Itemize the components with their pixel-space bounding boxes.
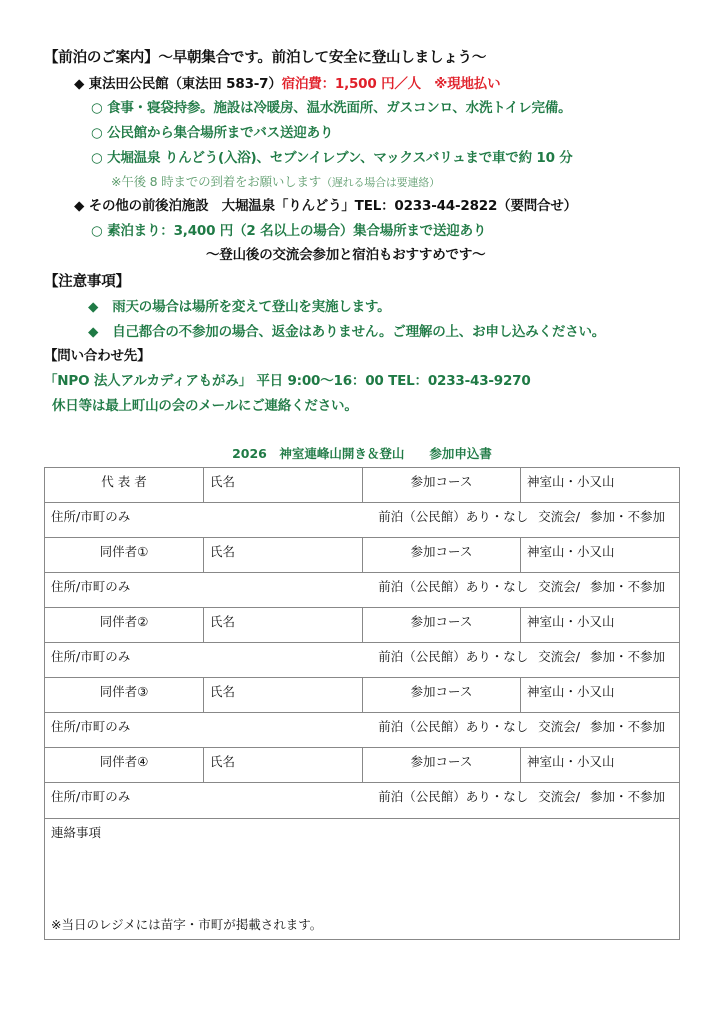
course-label: 参加コース <box>363 748 521 782</box>
caution-text: 自己都合の不参加の場合、返金はありません。ご理解の上、お申し込みください。 <box>112 324 606 340</box>
diamond-bullet-icon: ◆ <box>88 299 99 315</box>
prestay-option[interactable]: 前泊（公民館）あり・なし <box>378 789 529 804</box>
participant-row <box>45 538 679 573</box>
party-option[interactable]: 参加・不参加 <box>589 649 665 664</box>
application-form-table <box>44 467 680 940</box>
form-title: 2026 神室連峰山開き＆登山 参加申込書 <box>232 446 492 461</box>
prestay-option[interactable]: 前泊（公民館）あり・なし <box>378 579 529 594</box>
contact-line-2: 休日等は最上町山の会のメールにご連絡ください。 <box>52 398 358 414</box>
party-option-label: 交流会/ <box>538 509 580 524</box>
options <box>378 643 665 677</box>
prestay-option[interactable]: 前泊（公民館）あり・なし <box>378 509 529 524</box>
prestay-option[interactable]: 前泊（公民館）あり・なし <box>378 719 529 734</box>
course-label: 参加コース <box>363 468 521 502</box>
notes-row[interactable] <box>45 819 679 939</box>
contact-line-1: 「NPO 法人アルカディアもがみ」 平日 9:00～16：00 TEL：0233-43-9270 <box>44 373 531 389</box>
party-option[interactable]: 参加・不参加 <box>589 579 665 594</box>
facility1-name: 東法田公民館（東法田 583-7） <box>88 76 282 92</box>
address-field[interactable]: 住所/市町のみ <box>51 789 131 804</box>
facility2-line <box>74 197 577 215</box>
name-field[interactable]: 氏名 <box>204 468 363 502</box>
party-option[interactable]: 参加・不参加 <box>589 789 665 804</box>
arrival-note-small: （遅れる場合は要連絡） <box>321 176 440 189</box>
party-option-label: 交流会/ <box>538 579 580 594</box>
prestay-option[interactable]: 前泊（公民館）あり・なし <box>378 649 529 664</box>
contact-heading: 【問い合わせ先】 <box>44 348 151 364</box>
course-label: 参加コース <box>363 538 521 572</box>
caution-text: 雨天の場合は場所を変えて登山を実施します。 <box>112 299 391 315</box>
prestay-heading: 【前泊のご案内】 <box>44 50 159 66</box>
address-row <box>45 503 679 538</box>
course-label: 参加コース <box>363 678 521 712</box>
address-row <box>45 643 679 678</box>
facility2-item: ○ 素泊まり：3,400 円（2 名以上の場合）集合場所まで送迎あり <box>91 223 487 239</box>
facility1-item: ○ 公民館から集合場所までバス送迎あり <box>91 125 334 141</box>
notes-footer: ※当日のレジメには苗字・市町が掲載されます。 <box>51 917 323 932</box>
participant-row <box>45 608 679 643</box>
party-option-label: 交流会/ <box>538 789 580 804</box>
address-field[interactable]: 住所/市町のみ <box>51 719 131 734</box>
participant-label: 同伴者③ <box>45 678 204 712</box>
name-field[interactable]: 氏名 <box>204 538 363 572</box>
party-option-label: 交流会/ <box>538 649 580 664</box>
course-value[interactable]: 神室山・小又山 <box>527 544 615 559</box>
address-row <box>45 573 679 608</box>
name-field[interactable]: 氏名 <box>204 678 363 712</box>
diamond-bullet-icon: ◆ <box>74 76 85 92</box>
caution-item <box>88 298 390 316</box>
prestay-heading-line <box>44 49 486 67</box>
options <box>378 573 665 607</box>
arrival-note-text: ※午後 8 時までの到着をお願いします <box>111 174 322 189</box>
participant-label: 同伴者② <box>45 608 204 642</box>
participant-label: 代 表 者 <box>45 468 204 502</box>
party-option[interactable]: 参加・不参加 <box>589 719 665 734</box>
name-field[interactable]: 氏名 <box>204 608 363 642</box>
address-field[interactable]: 住所/市町のみ <box>51 649 131 664</box>
participant-row <box>45 678 679 713</box>
participant-row <box>45 468 679 503</box>
address-field[interactable]: 住所/市町のみ <box>51 509 131 524</box>
facility1-fee: 宿泊費：1,500 円／人 ※現地払い <box>281 76 501 92</box>
course-value[interactable]: 神室山・小又山 <box>527 474 615 489</box>
diamond-bullet-icon: ◆ <box>88 324 99 340</box>
address-field[interactable]: 住所/市町のみ <box>51 579 131 594</box>
caution-item <box>88 323 605 341</box>
course-label: 参加コース <box>363 608 521 642</box>
cautions-heading: 【注意事項】 <box>44 274 130 290</box>
arrival-note <box>111 173 440 192</box>
course-value[interactable]: 神室山・小又山 <box>527 614 615 629</box>
address-row <box>45 783 679 819</box>
address-row <box>45 713 679 748</box>
diamond-bullet-icon: ◆ <box>74 198 85 214</box>
options <box>378 783 665 818</box>
party-option-label: 交流会/ <box>538 719 580 734</box>
notes-label: 連絡事項 <box>51 825 102 840</box>
prestay-heading-sub: ～早朝集合です。前泊して安全に登山しましょう～ <box>158 50 487 66</box>
facility2-text: その他の前後泊施設 大堀温泉「りんどう」TEL：0233-44-2822（要問合せ） <box>88 198 577 214</box>
party-option[interactable]: 参加・不参加 <box>589 509 665 524</box>
participant-label: 同伴者① <box>45 538 204 572</box>
facility1-line <box>74 75 500 93</box>
recommend-text: ～登山後の交流会参加と宿泊もおすすめです～ <box>206 247 486 263</box>
participant-row <box>45 748 679 783</box>
name-field[interactable]: 氏名 <box>204 748 363 782</box>
options <box>378 503 665 537</box>
course-value[interactable]: 神室山・小又山 <box>527 684 615 699</box>
participant-label: 同伴者④ <box>45 748 204 782</box>
options <box>378 713 665 747</box>
course-value[interactable]: 神室山・小又山 <box>527 754 615 769</box>
facility1-item: ○ 食事・寝袋持参。施設は冷暖房、温水洗面所、ガスコンロ、水洗トイレ完備。 <box>91 100 572 116</box>
facility1-item: ○ 大堀温泉 りんどう(入浴)、セブンイレブン、マックスバリュまで車で約 10 分 <box>91 150 573 166</box>
